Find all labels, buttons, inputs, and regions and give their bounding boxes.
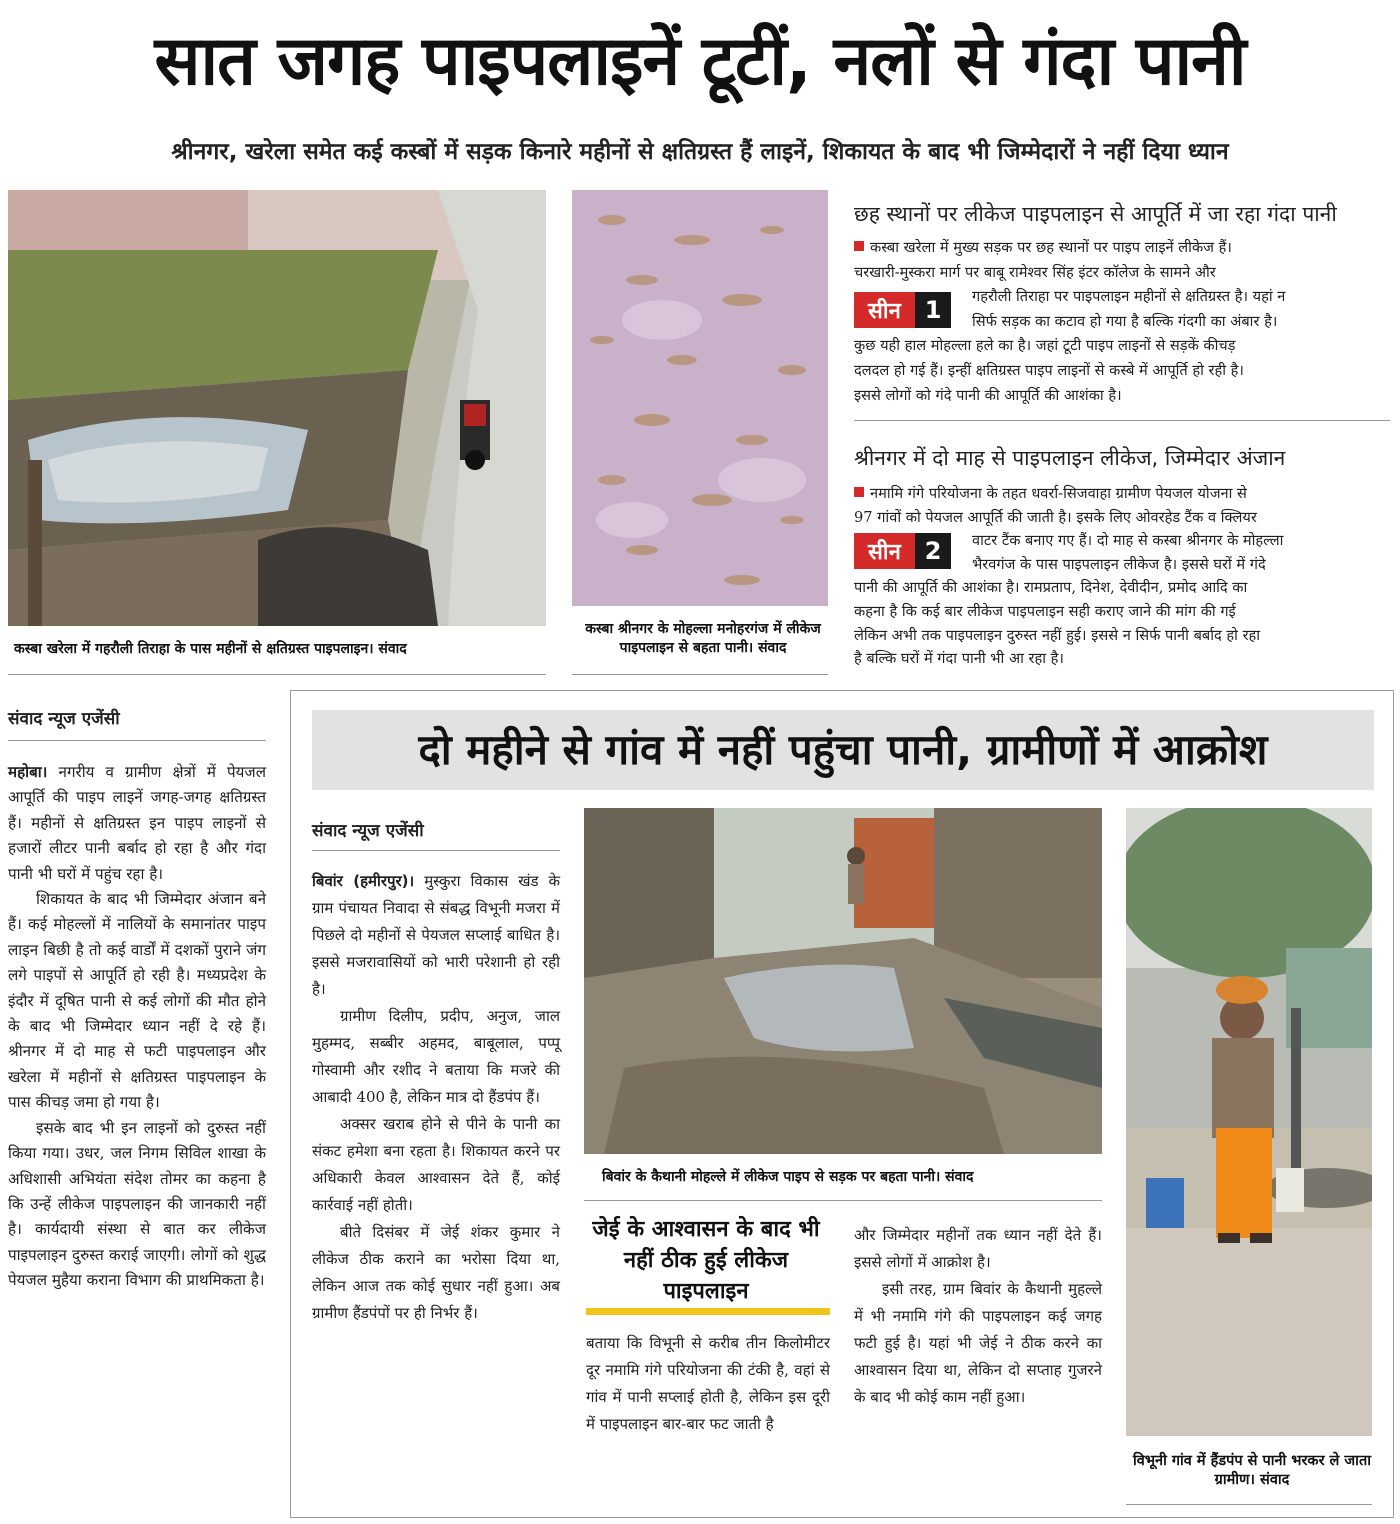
bullet-icon xyxy=(854,487,864,497)
box-story-col1: बिवांर (हमीरपुर)। मुस्कुरा विकास खंड के ग्राम पंचायत निवादा से संबद्ध विभूनी मजरा में पिछले दो महीनों से पेयजल सप्लाई बाधित है। इससे मजरावासियों को भारी परेशानी हो रही है। ग्रामीण दिलीप, प्रदीप, अनुज, जाल मुहम्मद, सब्बीर अहमद, बाबूलाल, पप्पू गोस्वामी और रशीद ने बताया कि मजरे की आबादी 400 है, लेकिन मात्र दो हैंडपंप हैं। अक्सर खराब होने से पीने के पानी का संकट हमेशा बना रहता है। शिकायत करने पर अधिकारी केवल आश्वासन देते हैं, कोई कार्रवाई नहीं होती। बीते दिसंबर में जेई शंकर कुमार ने लीकेज ठीक कराने का भरोसा दिया था, लेकिन आज तक कोई सुधार नहीं हुआ। अब ग्रामीण हैंडपंपों पर ही निर्भर हैं। xyxy=(312,872,560,1322)
caption-underline-3 xyxy=(584,1200,1102,1201)
inset-body: बताया कि विभूनी से करीब तीन किलोमीटर दूर नमामि गंगे परियोजना की टंकी है, वहां से गांव में पानी सप्लाई होती है, लेकिन इस दूरी में पाइपलाइन बार-बार फट जाती है xyxy=(586,1334,830,1433)
left-story-body: महोबा। नगरीय व ग्रामीण क्षेत्रों में पेयजल आपूर्ति की पाइप लाइनें जगह-जगह क्षतिग्रस्त हैं। महीनों से क्षतिग्रस्त इन पाइप लाइनों से हजारों लीटर पानी बर्बाद हो रहा है और गंदा पानी भी घरों में पहुंच रहा है। शिकायत के बाद भी जिम्मेदार अंजान बने हैं। कई मोहल्लों में नालियों के समानांतर पाइप लाइन बिछी है तो कई वार्डों में दशकों पुराने जंग लगे पाइपों से आपूर्ति हो रही है। मध्यप्रदेश के इंदौर में दूषित पानी से कई लोगों की मौत होने के बाद भी जिम्मेदार ध्यान नहीं दे रहे हैं। श्रीनगर में दो माह से फटी पाइपलाइन और खरेला में महीनों से क्षतिग्रस्त पाइपलाइन के पास कीचड़ जमा हो गया है। इसके बाद भी इन लाइनों को दुरुस्त नहीं किया गया। उधर, जल निगम सिविल शाखा के अधिशासी अभियंता संदेश तोमर का कहना है कि उन्हें लीकेज पाइपलाइन की जानकारी नहीं है। कार्यदायी संस्था से बात कर लीकेज पाइपलाइन दुरुस्त कराई जाएगी। लोगों को शुद्ध पेयजल मुहैया कराना विभाग की प्राथमिकता है। xyxy=(8,763,266,1290)
box-agency-rule xyxy=(312,850,560,851)
dateline: महोबा। xyxy=(8,763,48,781)
kharela-photo-caption: कस्बा खरेला में गहरौली तिराहा के पास महीनों से क्षतिग्रस्त पाइपलाइन। संवाद xyxy=(14,641,407,657)
scene2-title: श्रीनगर में दो माह से पाइपलाइन लीकेज, जिम्मेदार अंजान xyxy=(854,446,1286,470)
villager-photo-caption: विभूनी गांव में हैंडपंप से पानी भरकर ले जाता ग्रामीण। संवाद xyxy=(1133,1453,1371,1488)
box-story-agency: संवाद न्यूज एजेंसी xyxy=(312,821,424,841)
scene-number: 2 xyxy=(915,533,952,569)
srinagar-leak-photo xyxy=(572,190,828,606)
agency-rule xyxy=(8,740,266,741)
scene-label: सीन xyxy=(854,292,915,328)
inset-headline: जेई के आश्वासन के बाद भी नहीं ठीक हुई लीकेज पाइपलाइन xyxy=(592,1217,820,1304)
srinagar-photo-caption: कस्बा श्रीनगर के मोहल्ला मनोहरगंज में लीकेज पाइपलाइन से बहता पानी। संवाद xyxy=(585,621,821,656)
sidebar-divider xyxy=(854,420,1390,421)
caption-underline-1 xyxy=(8,674,546,675)
scene1-text: कस्बा खरेला में मुख्य सड़क पर छह स्थानों पर पाइप लाइनें लीकेज हैं। चरखारी-मुस्करा मार्ग पर बाबू रामेश्वर सिंह इंटर कॉलेज के सामने और गहरौली तिराहा पर पाइपलाइन महीनों से क्षतिग्रस्त है। यहां न सिर्फ सड़क का कटाव हो गया है बल्कि गंदगी का अंबार है। कुछ यही हाल मोहल्ला हले का है। जहां टूटी पाइप लाइनों से सड़कें कीचड़ दलदल हो गई हैं। इन्हीं क्षतिग्रस्त पाइप लाइनों से कस्बे में आपूर्ति हो रही है। इससे लोगों को गंदे पानी की आपूर्ति की आशंका है। xyxy=(854,239,1286,404)
scene2-badge xyxy=(854,533,951,569)
box-story-banner: दो महीने से गांव में नहीं पहुंचा पानी, ग्रामीणों में आक्रोश xyxy=(312,710,1374,790)
box-story-col3: और जिम्मेदार महीनों तक ध्यान नहीं देते हैं। इससे लोगों में आक्रोश है। इसी तरह, ग्राम बिवांर के कैथानी मुहल्ले में भी नमामि गंगे की पाइपलाइन कई जगह फटी हुई है। यहां भी जेई ने ठीक करने का आश्वासन दिया था, लेकिन दो सप्ताह गुजरने के बाद भी कोई काम नहीं हुआ। xyxy=(854,1226,1102,1406)
villager-handpump-photo xyxy=(1126,808,1372,1436)
scene-label: सीन xyxy=(854,533,915,569)
scene1-badge xyxy=(854,292,951,328)
bivar-leak-photo xyxy=(584,808,1102,1154)
kharela-pipeline-photo xyxy=(8,190,546,626)
scene-number: 1 xyxy=(915,292,952,328)
inset-yellow-bar xyxy=(586,1308,830,1315)
left-story-agency: संवाद न्यूज एजेंसी xyxy=(8,709,120,729)
sub-headline: श्रीनगर, खरेला समेत कई कस्बों में सड़क किनारे महीनों से क्षतिग्रस्त हैं लाइनें, शिकायत के बाद भी जिम्मेदारों ने नहीं दिया ध्यान xyxy=(171,139,1229,165)
caption-underline-4 xyxy=(1126,1504,1372,1505)
scene2-text: नमामि गंगे परियोजना के तहत धवर्रा-सिजवाहा ग्रामीण पेयजल योजना से 97 गांवों को पेयजल आपूर्ति की जाती है। इसके लिए ओवरहेड टैंक व क्लियर वाटर टैंक बनाए गए हैं। दो माह से कस्बा श्रीनगर के मोहल्ला भैरवगंज के पास पाइपलाइन लीकेज है। इससे घरों में गंदे पानी की आपूर्ति की आशंका है। रामप्रताप, दिनेश, देवीदीन, प्रमोद आदि का कहना है कि कई बार लीकेज पाइपलाइन सही कराए जाने की मांग की गई लेकिन अभी तक पाइपलाइन दुरुस्त नहीं हुई। इससे न सिर्फ पानी बर्बाद हो रहा है बल्कि घरों में गंदा पानी भी आ रहा है। xyxy=(854,485,1284,668)
motorcycle-icon xyxy=(460,400,490,470)
caption-underline-2 xyxy=(572,674,828,675)
box-dateline: बिवांर (हमीरपुर)। xyxy=(312,872,415,890)
scene1-title: छह स्थानों पर लीकेज पाइपलाइन से आपूर्ति में जा रहा गंदा पानी xyxy=(854,202,1337,226)
bullet-icon xyxy=(854,241,864,251)
bivar-photo-caption: बिवांर के कैथानी मोहल्ले में लीकेज पाइप से सड़क पर बहता पानी। संवाद xyxy=(602,1169,974,1185)
main-headline: सात जगह पाइपलाइनें टूटीं, नलों से गंदा पानी xyxy=(154,22,1246,101)
